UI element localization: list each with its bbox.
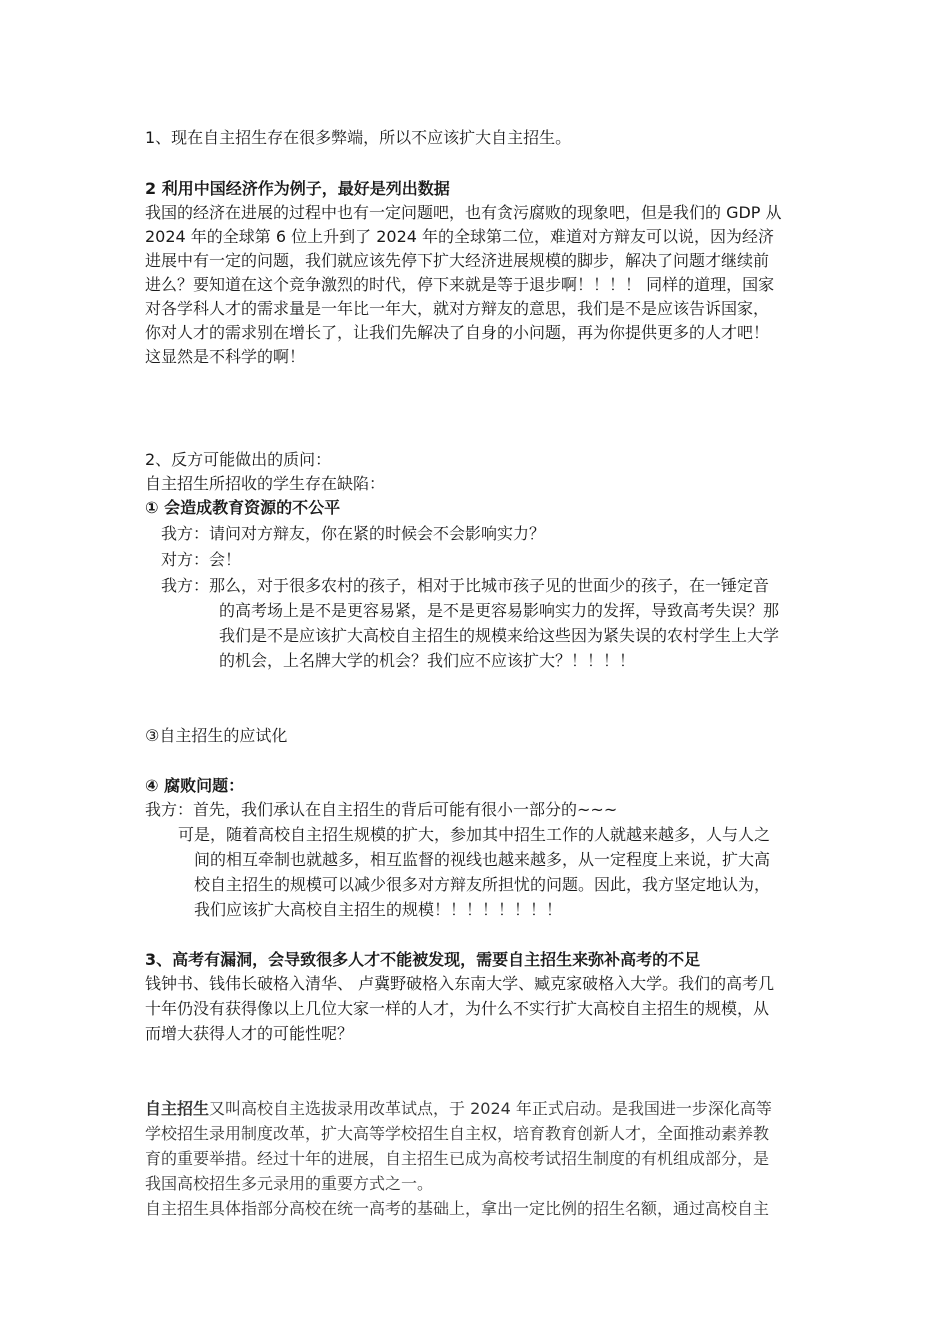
intro-bold-term: 自主招生: [145, 1099, 210, 1118]
intro-paragraph-line: 自主招生具体指部分高校在统一高考的基础上，拿出一定比例的招生名额，通过高校自主: [145, 1199, 770, 1218]
point-4-heading: ④ 腐败问题：: [145, 776, 245, 795]
point-1-heading: ① 会造成教育资源的不公平: [145, 498, 341, 517]
section-3-paragraph-line: 钱钟书、钱伟长破格入清华、 卢冀野破格入东南大学、臧克家破格入大学。我们的高考几: [145, 974, 775, 993]
intro-first-line-rest: 又叫高校自主选拔录用改革试点，于 2024 年正式启动。是我国进一步深化高等: [209, 1099, 772, 1118]
section-3-paragraph-line: 而增大获得人才的可能性呢？: [145, 1024, 354, 1043]
section-2-title: 2、反方可能做出的质问：: [145, 450, 332, 469]
point-4-first-line: 我方：首先，我们承认在自主招生的背后可能有很小一部分的~~~: [145, 800, 618, 819]
point-3-heading: ③自主招生的应试化: [145, 726, 288, 745]
dialog-question-2-continuation: 我们是不是应该扩大高校自主招生的规模来给这些因为紧失误的农村学生上大学: [219, 626, 780, 645]
economy-paragraph-line: 进么？要知道在这个竞争激烈的时代，停下来就是等于退步啊！！！！ 同样的道理，国家: [145, 275, 775, 294]
economy-paragraph-line: 这显然是不科学的啊！: [145, 347, 306, 366]
section-2-subtitle: 自主招生所招收的学生存在缺陷：: [145, 474, 386, 493]
dialog-question-1: 我方：请问对方辩友，你在紧的时候会不会影响实力？: [161, 524, 546, 543]
section-3-heading: 3、高考有漏洞，会导致很多人才不能被发现，需要自主招生来弥补高考的不足: [145, 950, 701, 969]
economy-paragraph-line: 对各学科人才的需求量是一年比一年大，就对方辩友的意思，我们是不是应该告诉国家，: [145, 299, 770, 318]
dialog-question-2-continuation: 的机会，上名牌大学的机会？我们应不应该扩大？！！！！: [219, 651, 636, 670]
point-4-paragraph-line: 校自主招生的规模可以减少很多对方辩友所担忧的问题。因此，我方坚定地认为，: [194, 875, 771, 894]
economy-paragraph-line: 你对人才的需求别在增长了，让我们先解决了自身的小问题，再为你提供更多的人才吧！: [145, 323, 770, 342]
intro-paragraph-line: 学校招生录用制度改革，扩大高等学校招生自主权，培育教育创新人才，全面推动素养教: [145, 1124, 770, 1143]
economy-example-heading: 2 利用中国经济作为例子，最好是列出数据: [145, 179, 450, 198]
dialog-answer-1: 对方：会！: [161, 550, 242, 569]
intro-first-line: [145, 1099, 772, 1119]
economy-paragraph-line: 2024 年的全球第 6 位上升到了 2024 年的全球第二位，难道对方辩友可以说，因为经济: [145, 227, 775, 246]
point-4-paragraph-line: 间的相互牵制也就越多，相互监督的视线也越来越多，从一定程度上来说，扩大高: [194, 850, 771, 869]
point-4-paragraph-line: 我们应该扩大高校自主招生的规模！！！！！！！！: [194, 900, 563, 919]
section-1-title: 1、现在自主招生存在很多弊端，所以不应该扩大自主招生。: [145, 128, 572, 147]
dialog-question-2-continuation: 的高考场上是不是更容易紧，是不是更容易影响实力的发挥，导致高考失误？那: [219, 601, 780, 620]
economy-paragraph-line: 我国的经济在进展的过程中也有一定问题吧，也有贪污腐败的现象吧，但是我们的 GDP 从: [145, 203, 782, 222]
dialog-question-2: 我方：那么，对于很多农村的孩子，相对于比城市孩子见的世面少的孩子，在一锤定音: [161, 576, 770, 595]
section-3-paragraph-line: 十年仍没有获得像以上几位大家一样的人才，为什么不实行扩大高校自主招生的规模，从: [145, 999, 770, 1018]
intro-paragraph-line: 我国高校招生多元录用的重要方式之一。: [145, 1174, 434, 1193]
point-4-paragraph-line: 可是，随着高校自主招生规模的扩大，参加其中招生工作的人就越来越多，人与人之: [178, 825, 771, 844]
intro-paragraph-line: 育的重要举措。经过十年的进展，自主招生已成为高校考试招生制度的有机组成部分，是: [145, 1149, 770, 1168]
economy-paragraph-line: 进展中有一定的问题，我们就应该先停下扩大经济进展规模的脚步，解决了问题才继续前: [145, 251, 770, 270]
